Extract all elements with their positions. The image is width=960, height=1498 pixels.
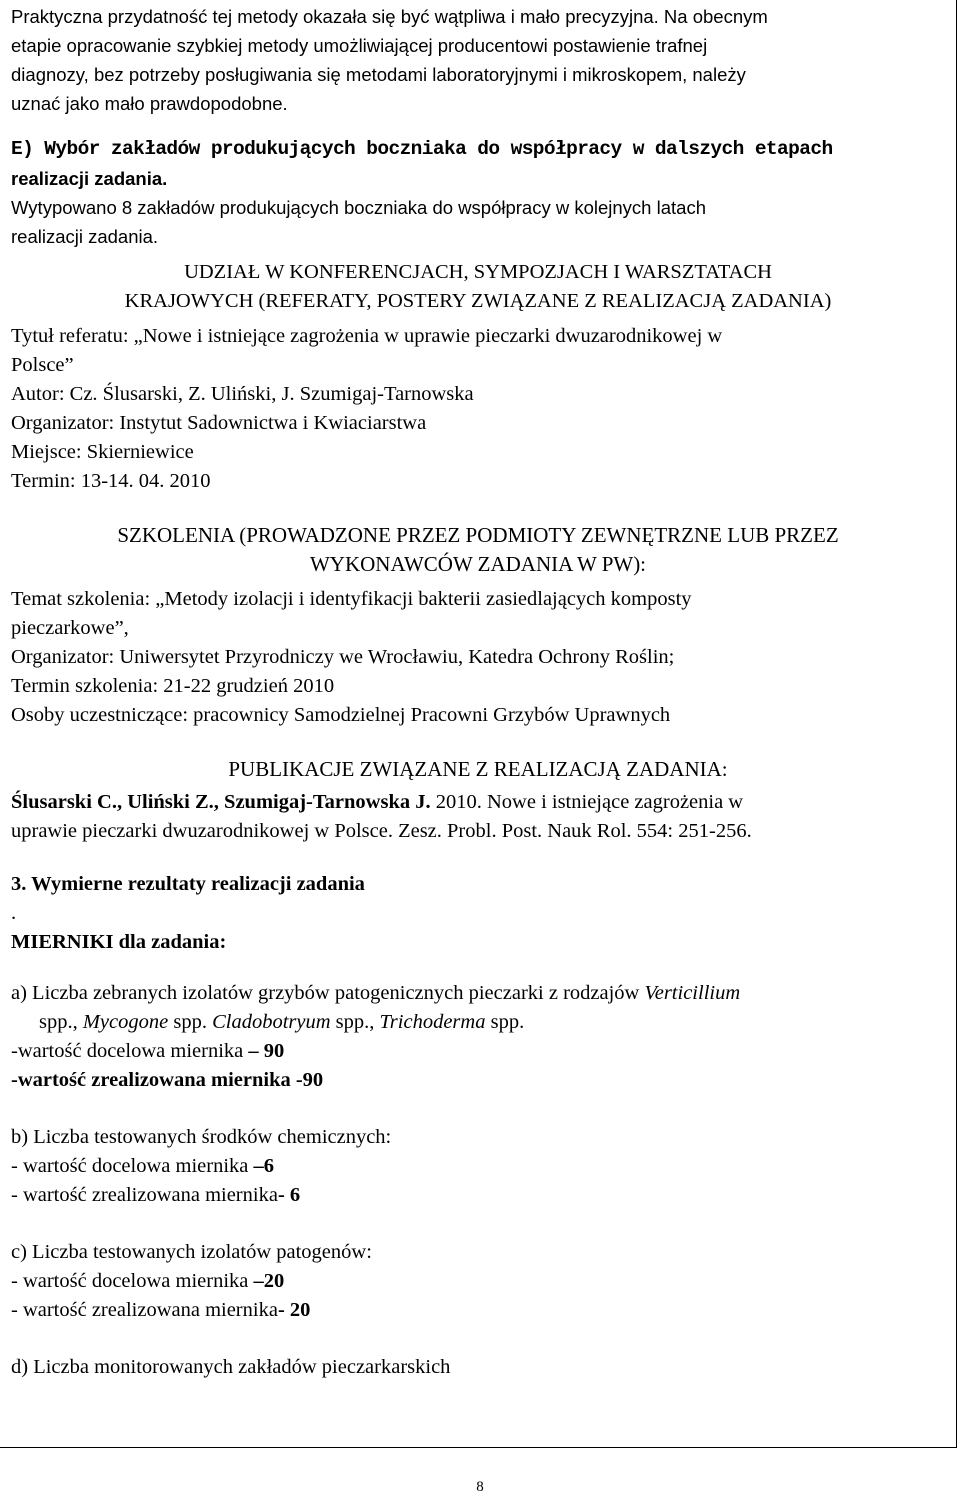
training-topic: pieczarkowe”, bbox=[11, 617, 129, 639]
publication-title: 2010. Nowe i istniejące zagrożenia w bbox=[430, 791, 744, 813]
lecture-organizer: Organizator: Instytut Sadownictwa i Kwiaciarstwa bbox=[11, 412, 427, 434]
section-e-body: realizacji zadania. bbox=[11, 226, 159, 247]
metric-a-achieved: -wartość zrealizowana miernika -90 bbox=[11, 1069, 324, 1091]
conferences-section bbox=[11, 258, 945, 496]
lecture-place: Miejsce: Skierniewice bbox=[11, 441, 194, 463]
publication-entry: uprawie pieczarki dwuzarodnikowej w Polsce. Zesz. Probl. Post. Nauk Rol. 554: 251-256. bbox=[11, 820, 752, 842]
publication-authors: Ślusarski C., Uliński Z., Szumigaj-Tarnowska J. bbox=[11, 791, 431, 813]
metric-b-title: b) Liczba testowanych środków chemicznych: bbox=[11, 1126, 392, 1148]
trainings-heading: SZKOLENIA (PROWADZONE PRZEZ PODMIOTY ZEWNĘTRZNE LUB PRZEZ bbox=[117, 523, 839, 547]
metric-c-target: - wartość docelowa miernika –20 bbox=[11, 1270, 285, 1292]
training-participants: Osoby uczestniczące: pracownicy Samodzielnej Pracowni Grzybów Uprawnych bbox=[11, 704, 671, 726]
page-content bbox=[11, 2, 945, 1382]
results-section bbox=[11, 870, 945, 1382]
metric-d bbox=[11, 1353, 945, 1382]
publications-section bbox=[11, 755, 945, 846]
metric-a-title-cont: spp., Mycogone spp. Cladobotryum spp., Trichoderma spp. bbox=[39, 1011, 525, 1033]
metric-c-title: c) Liczba testowanych izolatów patogenów: bbox=[11, 1241, 372, 1263]
publication-entry bbox=[11, 788, 945, 817]
training-topic: Temat szkolenia: „Metody izolacji i identyfikacji bakterii zasiedlających komposty bbox=[11, 588, 692, 610]
results-dot: . bbox=[11, 902, 17, 924]
conferences-heading: UDZIAŁ W KONFERENCJACH, SYMPOZJACH I WARSZTATACH bbox=[184, 261, 772, 283]
trainings-section bbox=[11, 521, 945, 730]
lecture-title: Tytuł referatu: „Nowe i istniejące zagrożenia w uprawie pieczarki dwuzarodnikowej w bbox=[11, 325, 723, 347]
metric-a-target: -wartość docelowa miernika – 90 bbox=[11, 1040, 285, 1062]
metric-b bbox=[11, 1123, 945, 1210]
intro-paragraph bbox=[11, 2, 945, 118]
page-number: 8 bbox=[476, 1479, 484, 1495]
lecture-title: Polsce” bbox=[11, 354, 74, 376]
training-organizer: Organizator: Uniwersytet Przyrodniczy we Wrocławiu, Katedra Ochrony Roślin; bbox=[11, 646, 675, 668]
metric-d-title: d) Liczba monitorowanych zakładów pieczarkarskich bbox=[11, 1356, 451, 1378]
conferences-heading: KRAJOWYCH (REFERATY, POSTERY ZWIĄZANE Z REALIZACJĄ ZADANIA) bbox=[124, 290, 832, 312]
section-e-heading: realizacji zadania. bbox=[11, 168, 168, 189]
metric-a-title: a) Liczba zebranych izolatów grzybów patogenicznych pieczarki z rodzajów Verticillium bbox=[11, 982, 741, 1004]
metric-b-target: - wartość docelowa miernika –6 bbox=[11, 1155, 274, 1177]
metrics-heading: MIERNIKI dla zadania: bbox=[11, 931, 227, 953]
metric-b-achieved: - wartość zrealizowana miernika- 6 bbox=[11, 1184, 301, 1206]
trainings-heading: WYKONAWCÓW ZADANIA W PW): bbox=[309, 552, 647, 576]
metric-a bbox=[11, 979, 945, 1095]
training-date: Termin szkolenia: 21-22 grudzień 2010 bbox=[11, 675, 335, 697]
intro-line: diagnozy, bez potrzeby posługiwania się metodami laboratoryjnymi i mikroskopem, należy bbox=[11, 64, 746, 85]
publications-heading: PUBLIKACJE ZWIĄZANE Z REALIZACJĄ ZADANIA: bbox=[228, 757, 728, 781]
metric-c-achieved: - wartość zrealizowana miernika- 20 bbox=[11, 1299, 311, 1321]
intro-line: etapie opracowanie szybkiej metody umożliwiającej producentowi postawienie trafnej bbox=[11, 35, 708, 56]
lecture-date: Termin: 13-14. 04. 2010 bbox=[11, 470, 211, 492]
results-heading: 3. Wymierne rezultaty realizacji zadania bbox=[11, 873, 365, 895]
intro-line: Praktyczna przydatność tej metody okazała się być wątpliwa i mało precyzyjna. Na obecnym bbox=[11, 6, 768, 27]
section-e bbox=[11, 135, 945, 251]
metric-c bbox=[11, 1238, 945, 1325]
intro-line: uznać jako mało prawdopodobne. bbox=[11, 93, 288, 114]
lecture-author: Autor: Cz. Ślusarski, Z. Uliński, J. Szumigaj-Tarnowska bbox=[11, 383, 474, 405]
section-e-heading: E) Wybór zakładów produkujących boczniaka do współpracy w dalszych etapach bbox=[11, 138, 833, 160]
section-e-body: Wytypowano 8 zakładów produkujących boczniaka do współpracy w kolejnych latach bbox=[11, 197, 706, 218]
